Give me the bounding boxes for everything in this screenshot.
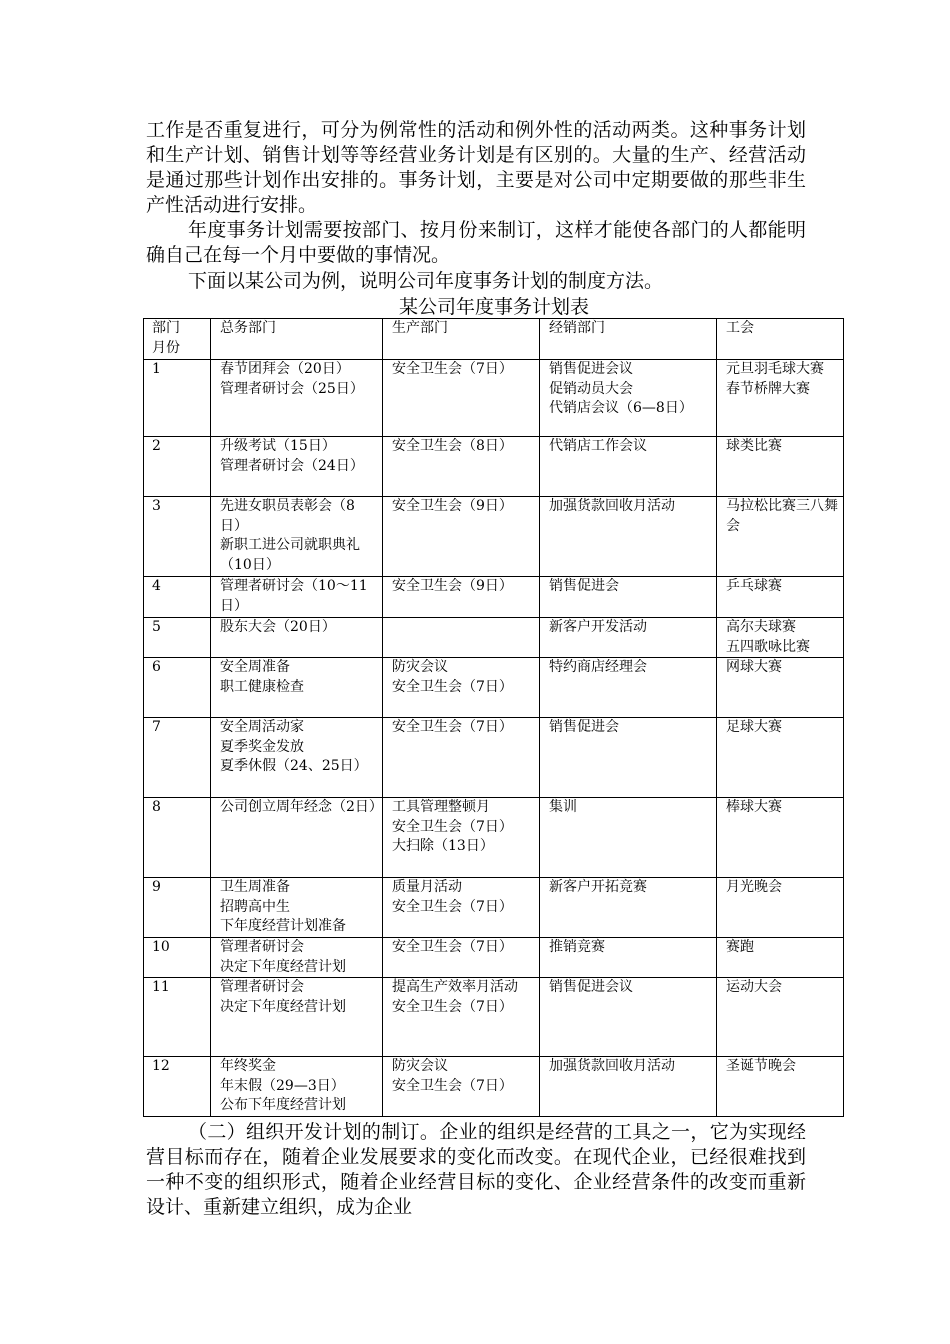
union-cell: 乒乓球赛 (717, 577, 844, 618)
table-row (144, 1057, 844, 1117)
general-affairs-cell: 管理者研讨会（10～11日） (211, 577, 383, 618)
union-cell: 运动大会 (717, 978, 844, 1057)
example-paragraph: 下面以某公司为例，说明公司年度事务计划的制度方法。 (188, 270, 664, 292)
union-cell: 足球大赛 (717, 718, 844, 798)
month-cell: 10 (144, 938, 211, 978)
production-cell: 工具管理整顿月 安全卫生会（7日） 大扫除（13日） (383, 798, 540, 878)
union-cell: 网球大赛 (717, 658, 844, 718)
table-row (144, 978, 844, 1057)
union-cell: 球类比赛 (717, 437, 844, 497)
general-affairs-cell: 先进女职员表彰会（8日） 新职工进公司就职典礼（10日） (211, 497, 383, 577)
month-cell: 7 (144, 718, 211, 798)
month-cell: 8 (144, 798, 211, 878)
month-cell: 11 (144, 978, 211, 1057)
sales-cell: 销售促进会 (540, 718, 717, 798)
sales-cell: 加强货款回收月活动 (540, 1057, 717, 1117)
general-affairs-cell: 管理者研讨会 决定下年度经营计划 (211, 978, 383, 1057)
table-row (144, 798, 844, 878)
table-row (144, 938, 844, 978)
union-cell: 元旦羽毛球大赛 春节桥牌大赛 (717, 360, 844, 437)
month-cell: 9 (144, 878, 211, 938)
general-affairs-cell: 春节团拜会（20日） 管理者研讨会（25日） (211, 360, 383, 437)
production-cell: 安全卫生会（9日） (383, 577, 540, 618)
sales-cell: 销售促进会议 (540, 978, 717, 1057)
intro-paragraph: 工作是否重复进行，可分为例常性的活动和例外性的活动两类。这种事务计划和生产计划、销售计划等等经营业务计划是有区别的。大量的生产、经营活动是通过那些计划作出安排的。事务计划，主要是对公司中定期要做的那些非生产性活动进行安排。 (146, 119, 806, 216)
month-cell: 2 (144, 437, 211, 497)
union-cell: 棒球大赛 (717, 798, 844, 878)
sales-cell: 新客户开拓竞赛 (540, 878, 717, 938)
annual-plan-paragraph: 年度事务计划需要按部门、按月份来制订，这样才能使各部门的人都能明确自己在每一个月中要做的事情况。 (146, 219, 806, 266)
general-affairs-cell: 年终奖金 年末假（29—3日） 公布下年度经营计划 (211, 1057, 383, 1117)
annual-affairs-plan-table (143, 318, 844, 1117)
union-cell: 高尔夫球赛 五四歌咏比赛 (717, 618, 844, 658)
table-row (144, 577, 844, 618)
table-row (144, 878, 844, 938)
sales-cell: 特约商店经理会 (540, 658, 717, 718)
table-row (144, 360, 844, 437)
month-cell: 5 (144, 618, 211, 658)
table-row (144, 497, 844, 577)
sales-cell: 集训 (540, 798, 717, 878)
production-cell: 安全卫生会（7日） (383, 718, 540, 798)
organization-plan-paragraph: （二）组织开发计划的制订。企业的组织是经营的工具之一，它为实现经营目标而存在，随着企业发展要求的变化而改变。在现代企业，已经很难找到一种不变的组织形式，随着企业经营目标的变化、企业经营条件的改变而重新设计、重新建立组织，成为企业 (146, 1121, 806, 1218)
production-cell: 防灾会议 安全卫生会（7日） (383, 658, 540, 718)
sales-cell: 新客户开发活动 (540, 618, 717, 658)
general-affairs-cell: 安全周活动家 夏季奖金发放 夏季休假（24、25日） (211, 718, 383, 798)
general-affairs-cell: 管理者研讨会 决定下年度经营计划 (211, 938, 383, 978)
table-title: 某公司年度事务计划表 (398, 296, 589, 318)
general-affairs-cell: 卫生周准备 招聘高中生 下年度经营计划准备 (211, 878, 383, 938)
month-cell: 1 (144, 360, 211, 437)
general-affairs-cell: 公司创立周年经念（2日） (211, 798, 383, 878)
sales-cell: 销售促进会议 促销动员大会 代销店会议（6—8日） (540, 360, 717, 437)
sales-cell: 销售促进会 (540, 577, 717, 618)
general-affairs-cell: 安全周准备 职工健康检查 (211, 658, 383, 718)
production-cell: 安全卫生会（9日） (383, 497, 540, 577)
month-cell: 12 (144, 1057, 211, 1117)
production-cell: 安全卫生会（7日） (383, 938, 540, 978)
table-row (144, 618, 844, 658)
table-row (144, 718, 844, 798)
month-cell: 4 (144, 577, 211, 618)
table-row (144, 658, 844, 718)
header-production: 生产部门 (383, 319, 540, 360)
production-cell: 防灾会议 安全卫生会（7日） (383, 1057, 540, 1117)
union-cell: 月光晚会 (717, 878, 844, 938)
sales-cell: 推销竞赛 (540, 938, 717, 978)
month-cell: 6 (144, 658, 211, 718)
header-corner-cell: 部门 月份 (144, 319, 211, 360)
production-cell: 安全卫生会（8日） (383, 437, 540, 497)
header-union: 工会 (717, 319, 844, 360)
header-sales: 经销部门 (540, 319, 717, 360)
month-cell: 3 (144, 497, 211, 577)
general-affairs-cell: 升级考试（15日） 管理者研讨会（24日） (211, 437, 383, 497)
sales-cell: 加强货款回收月活动 (540, 497, 717, 577)
union-cell: 赛跑 (717, 938, 844, 978)
production-cell: 质量月活动 安全卫生会（7日） (383, 878, 540, 938)
production-cell: 安全卫生会（7日） (383, 360, 540, 437)
union-cell: 圣诞节晚会 (717, 1057, 844, 1117)
sales-cell: 代销店工作会议 (540, 437, 717, 497)
production-cell (383, 618, 540, 658)
header-general-affairs: 总务部门 (211, 319, 383, 360)
production-cell: 提高生产效率月活动 安全卫生会（7日） (383, 978, 540, 1057)
general-affairs-cell: 股东大会（20日） (211, 618, 383, 658)
union-cell: 马拉松比赛三八舞会 (717, 497, 844, 577)
table-header-row (144, 319, 844, 360)
table-row (144, 437, 844, 497)
